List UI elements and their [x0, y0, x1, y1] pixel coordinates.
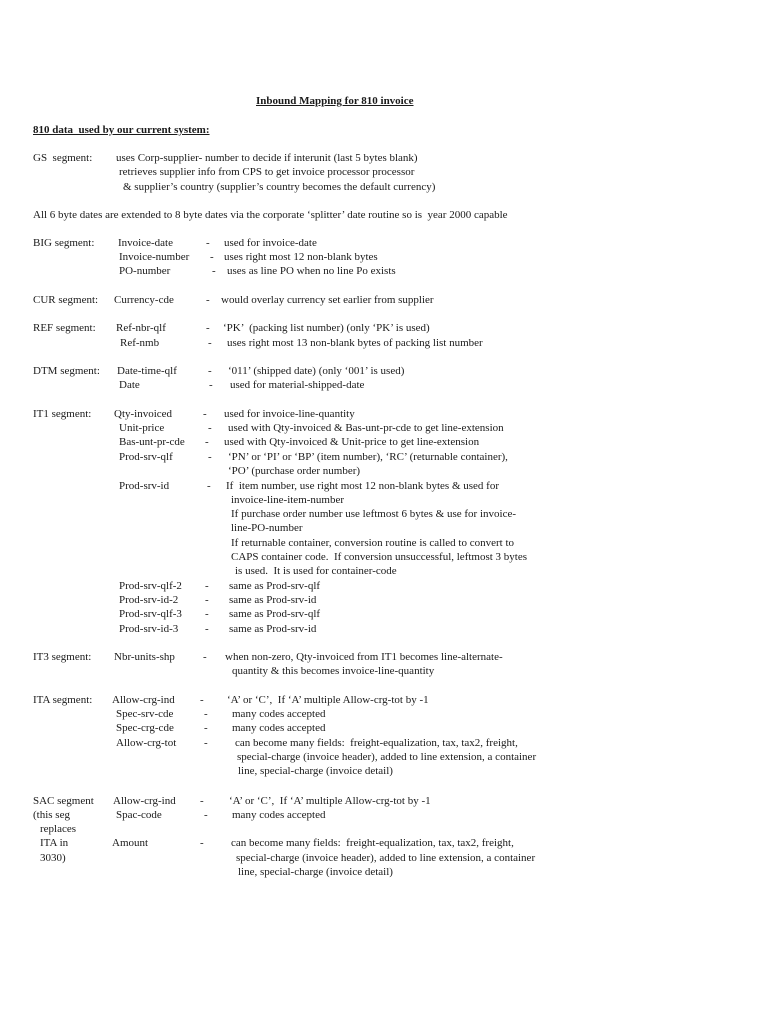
- dash: -: [200, 694, 204, 706]
- field-name: Date-time-qlf: [117, 365, 177, 377]
- field-name: PO-number: [119, 265, 171, 277]
- dash: -: [210, 251, 214, 263]
- dtm-segment-label: DTM segment:: [33, 365, 100, 377]
- field-description: when non-zero, Qty-invoiced from IT1 becomes line-alternate-: [225, 651, 503, 663]
- field-description: used for invoice-line-quantity: [224, 408, 355, 420]
- field-name: Spec-crg-cde: [116, 722, 174, 734]
- field-name: Prod-srv-id: [119, 480, 170, 492]
- field-name: Spec-srv-cde: [116, 708, 174, 720]
- dash: -: [208, 451, 212, 463]
- field-description: quantity & this becomes invoice-line-quantity: [232, 665, 435, 677]
- field-name: Date: [119, 379, 140, 391]
- cur-segment-label: CUR segment:: [33, 294, 99, 306]
- field-description: is used. It is used for container-code: [235, 565, 397, 577]
- field-description: used with Qty-invoiced & Unit-price to get line-extension: [224, 436, 480, 448]
- dash: -: [205, 608, 209, 620]
- field-description: If item number, use right most 12 non-blank bytes & used for: [226, 480, 499, 492]
- field-description: many codes accepted: [232, 708, 326, 720]
- dash: -: [204, 722, 208, 734]
- field-description: uses right most 12 non-blank bytes: [224, 251, 378, 263]
- dash: -: [203, 408, 207, 420]
- field-description: special-charge (invoice header), added to line extension, a container: [236, 852, 536, 864]
- field-name: Allow-crg-tot: [116, 737, 177, 749]
- field-name: Bas-unt-pr-cde: [119, 436, 185, 448]
- dash: -: [205, 594, 209, 606]
- field-description: special-charge (invoice header), added to line extension, a container: [237, 751, 537, 763]
- field-name: Allow-crg-ind: [113, 795, 176, 807]
- field-name: Nbr-units-shp: [114, 651, 175, 663]
- field-name: Prod-srv-qlf-3: [119, 608, 182, 620]
- section-subtitle: 810 data used by our current system:: [33, 124, 210, 136]
- field-description: line-PO-number: [231, 522, 303, 534]
- dash: -: [204, 809, 208, 821]
- field-description: ‘011’ (shipped date) (only ‘001’ is used): [228, 365, 405, 377]
- field-description: same as Prod-srv-qlf: [229, 580, 321, 592]
- sac-segment-label: ITA in: [40, 837, 69, 849]
- field-name: Ref-nbr-qlf: [116, 322, 166, 334]
- field-description: ‘PO’ (purchase order number): [228, 465, 361, 477]
- dash: -: [206, 322, 210, 334]
- dash: -: [200, 795, 204, 807]
- field-name: Prod-srv-qlf: [119, 451, 173, 463]
- gs-line: uses Corp-supplier- number to decide if interunit (last 5 bytes blank): [116, 152, 418, 164]
- dates-note: All 6 byte dates are extended to 8 byte dates via the corporate ‘splitter’ date routine so is year 2000 capable: [33, 209, 508, 221]
- field-description: ‘A’ or ‘C’, If ‘A’ multiple Allow-crg-tot by -1: [227, 694, 429, 706]
- sac-segment-label: SAC segment: [33, 795, 94, 807]
- field-name: Prod-srv-id-3: [119, 623, 179, 635]
- dash: -: [208, 337, 212, 349]
- field-description: uses right most 13 non-blank bytes of packing list number: [227, 337, 483, 349]
- ref-segment-label: REF segment:: [33, 322, 96, 334]
- document-title: Inbound Mapping for 810 invoice: [256, 95, 414, 107]
- dash: -: [203, 651, 207, 663]
- gs-line: retrieves supplier info from CPS to get invoice processor processor: [119, 166, 415, 178]
- gs-line: & supplier’s country (supplier’s country becomes the default currency): [123, 181, 436, 193]
- field-name: Currency-cde: [114, 294, 174, 306]
- field-name: Ref-nmb: [120, 337, 160, 349]
- field-description: same as Prod-srv-qlf: [229, 608, 321, 620]
- field-description: ‘PK’ (packing list number) (only ‘PK’ is used): [223, 322, 430, 334]
- it3-segment-label: IT3 segment:: [33, 651, 92, 663]
- field-name: Unit-price: [119, 422, 165, 434]
- field-description: line, special-charge (invoice detail): [238, 765, 393, 777]
- dash: -: [204, 737, 208, 749]
- field-name: Amount: [112, 837, 149, 849]
- it1-segment-label: IT1 segment:: [33, 408, 92, 420]
- dash: -: [205, 436, 209, 448]
- dash: -: [206, 237, 210, 249]
- field-description: used for invoice-date: [224, 237, 317, 249]
- dash: -: [205, 580, 209, 592]
- field-description: ‘A’ or ‘C’, If ‘A’ multiple Allow-crg-tot by -1: [229, 795, 431, 807]
- sac-segment-label: replaces: [40, 823, 77, 835]
- field-description: ‘PN’ or ‘PI’ or ‘BP’ (item number), ‘RC’ (returnable container),: [228, 451, 508, 463]
- field-description: can become many fields: freight-equalization, tax, tax2, freight,: [235, 737, 518, 749]
- big-segment-label: BIG segment:: [33, 237, 95, 249]
- sac-segment-label: (this seg: [33, 809, 70, 821]
- field-name: Prod-srv-id-2: [119, 594, 179, 606]
- field-description: invoice-line-item-number: [231, 494, 345, 506]
- field-description: CAPS container code. If conversion unsuccessful, leftmost 3 bytes: [231, 551, 528, 563]
- dash: -: [212, 265, 216, 277]
- dash: -: [200, 837, 204, 849]
- field-description: can become many fields: freight-equalization, tax, tax2, freight,: [231, 837, 514, 849]
- field-name: Spac-code: [116, 809, 162, 821]
- field-description: many codes accepted: [232, 809, 326, 821]
- field-description: used with Qty-invoiced & Bas-unt-pr-cde to get line-extension: [228, 422, 504, 434]
- field-description: If returnable container, conversion routine is called to convert to: [231, 537, 515, 549]
- field-description: If purchase order number use leftmost 6 bytes & use for invoice-: [231, 508, 516, 520]
- field-name: Qty-invoiced: [114, 408, 173, 420]
- dash: -: [208, 422, 212, 434]
- field-description: many codes accepted: [232, 722, 326, 734]
- field-name: Prod-srv-qlf-2: [119, 580, 182, 592]
- ita-segment-label: ITA segment:: [33, 694, 93, 706]
- dash: -: [205, 623, 209, 635]
- field-description: used for material-shipped-date: [230, 379, 365, 391]
- dash: -: [204, 708, 208, 720]
- dash: -: [209, 379, 213, 391]
- gs-segment-label: GS segment:: [33, 152, 93, 164]
- dash: -: [208, 365, 212, 377]
- field-name: Allow-crg-ind: [112, 694, 175, 706]
- field-description: would overlay currency set earlier from supplier: [221, 294, 434, 306]
- field-name: Invoice-number: [119, 251, 190, 263]
- sac-segment-label: 3030): [40, 852, 66, 864]
- field-description: uses as line PO when no line Po exists: [227, 265, 396, 277]
- field-description: line, special-charge (invoice detail): [238, 866, 393, 878]
- field-description: same as Prod-srv-id: [229, 594, 317, 606]
- dash: -: [207, 480, 211, 492]
- field-name: Invoice-date: [118, 237, 173, 249]
- dash: -: [206, 294, 210, 306]
- field-description: same as Prod-srv-id: [229, 623, 317, 635]
